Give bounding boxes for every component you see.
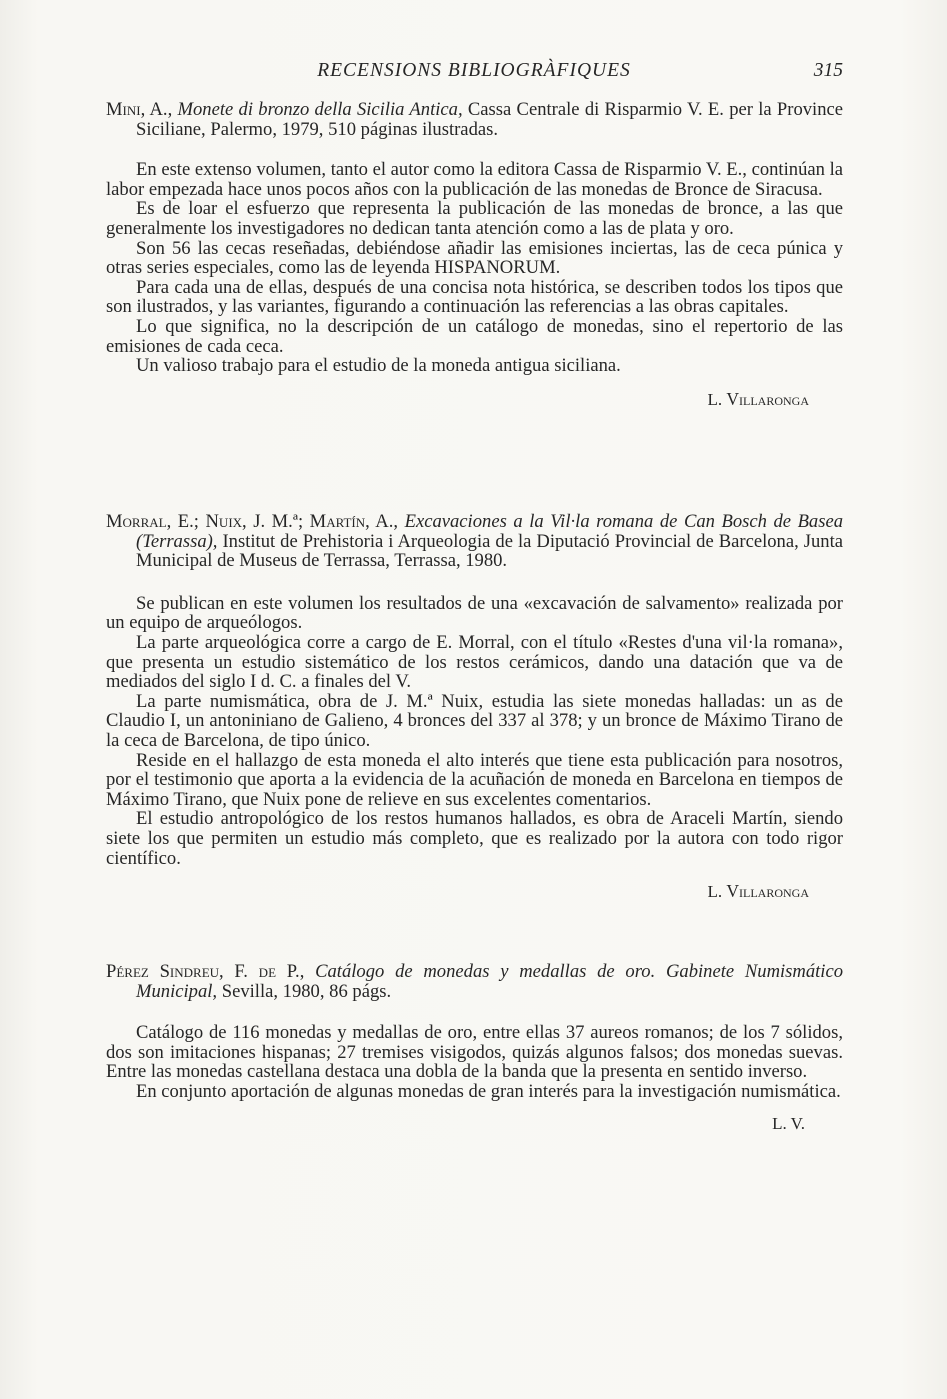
review-3-signature [106, 1114, 843, 1134]
citation-separator: , [393, 511, 405, 532]
paragraph: La parte arqueológica corre a cargo de E. Morral, con el título «Restes d'una vil·la romana», que presenta un estudio sistemático de los restos cerámicos, dando una datación que va de mediados del siglo I d. C. a finales del V. [106, 631, 843, 693]
paragraph: La parte numismática, obra de J. M.ª Nuix, estudia las siete monedas halladas: un as de Claudio I, un antoniniano de Galieno, 4 bronces del 337 al 378; y un bronce de Máximo Tirano de la ceca de Barcelona, de tipo único. [106, 690, 843, 751]
paragraph: El estudio antropológico de los restos humanos hallados, es obra de Araceli Martín, siendo siete los que permiten un estudio más completo, que es realizado por la autora con todo rigor científico. [106, 808, 843, 869]
review-3 [106, 962, 843, 1133]
paragraph: En conjunto aportación de algunas monedas de gran interés para la investigación numismática. [136, 1080, 841, 1102]
review-1 [106, 100, 843, 409]
paragraph: En este extenso volumen, tanto el autor como la editora Cassa de Risparmio V. E., continúan la labor empezada hace unos pocos años con la publicación de las monedas de Bronce de Siracusa. [106, 159, 843, 200]
review-2-signature [106, 882, 843, 902]
page-number: 315 [813, 60, 843, 81]
citation-authors: Mini, A. [106, 99, 168, 120]
review-1-citation [106, 100, 843, 139]
review-1-signature [106, 390, 843, 410]
citation-title: Monete di bronzo della Sicilia Antica, [177, 99, 463, 120]
paragraph: Se publican en este volumen los resultados de una «excavación de salvamento» realizada por un equipo de arqueólogos. [106, 592, 843, 634]
signature-surname: Villaronga [726, 881, 809, 902]
paragraph: Para cada una de ellas, después de una concisa nota histórica, se describen todos los tipos que son ilustrados, y las variantes, figurando a continuación las referencias a las obras capitales. [106, 276, 843, 318]
review-3-citation [106, 962, 843, 1001]
review-2-citation [106, 512, 843, 571]
paragraph: Reside en el hallazgo de esta moneda el alto interés que tiene esta publicación para nosotros, por el testimonio que aporta a la evidencia de la acuñación de moneda en Barcelona en tiempos de Máximo Tirano, que Nuix pone de relieve en sus excelentes comentarios. [106, 749, 843, 810]
citation-separator: , [299, 961, 316, 982]
review-2 [106, 512, 843, 902]
paragraph: Catálogo de 116 monedas y medallas de oro, entre ellas 37 aureos romanos; de los 7 sólidos, dos son imitaciones hispanas; 27 tremises visigodos, quizás algunos falsos; dos monedas suevas. Entre las monedas castellana destaca una dobla de la banda que la presenta en sentido inverso. [106, 1022, 843, 1083]
citation-publication: Institut de Prehistoria i Arqueologia de la Diputació Provincial de Barcelona, Junta Municipal de Museus de Terrassa, Terrassa, 1980. [136, 530, 843, 572]
citation-authors: Morral, E.; Nuix, J. M.ª; Martín, A. [106, 511, 394, 532]
paragraph: Es de loar el esfuerzo que representa la publicación de las monedas de bronce, a las que generalmente los investigadores no dedican tanta atención como a las de plata y oro. [106, 198, 843, 239]
signature-initial: L. [707, 389, 727, 409]
signature-surname: Villaronga [726, 388, 809, 409]
citation-separator: , [167, 99, 178, 120]
citation-authors: Pérez Sindreu, F. de P. [106, 961, 300, 982]
signature-initial: L. V. [772, 1113, 805, 1133]
citation-title: Catálogo de monedas y medallas de oro. Gabinete Numismático Municipal, [136, 961, 844, 1002]
signature-initial: L. [707, 882, 727, 902]
page-header [105, 60, 843, 86]
paragraph: Son 56 las cecas reseñadas, debiéndose añadir las emisiones inciertas, las de ceca púnica y otras series especiales, como las de leyenda HISPANORUM. [106, 237, 843, 279]
running-title: RECENSIONS BIBLIOGRÀFIQUES [317, 60, 631, 81]
review-1-body [106, 160, 843, 376]
review-3-body [106, 1023, 843, 1101]
citation-title: Excavaciones a la Vil·la romana de Can Bosch de Basea (Terrassa), [136, 511, 844, 552]
paragraph: Un valioso trabajo para el estudio de la moneda antigua siciliana. [136, 355, 621, 377]
citation-publication: Sevilla, 1980, 86 págs. [217, 980, 392, 1002]
review-2-body [106, 594, 843, 868]
paragraph: Lo que significa, no la descripción de un catálogo de monedas, sino el repertorio de las emisiones de cada ceca. [106, 315, 843, 357]
citation-publication: Cassa Centrale di Risparmio V. E. per la Province Siciliane, Palermo, 1979, 510 páginas ilustradas. [136, 99, 844, 140]
